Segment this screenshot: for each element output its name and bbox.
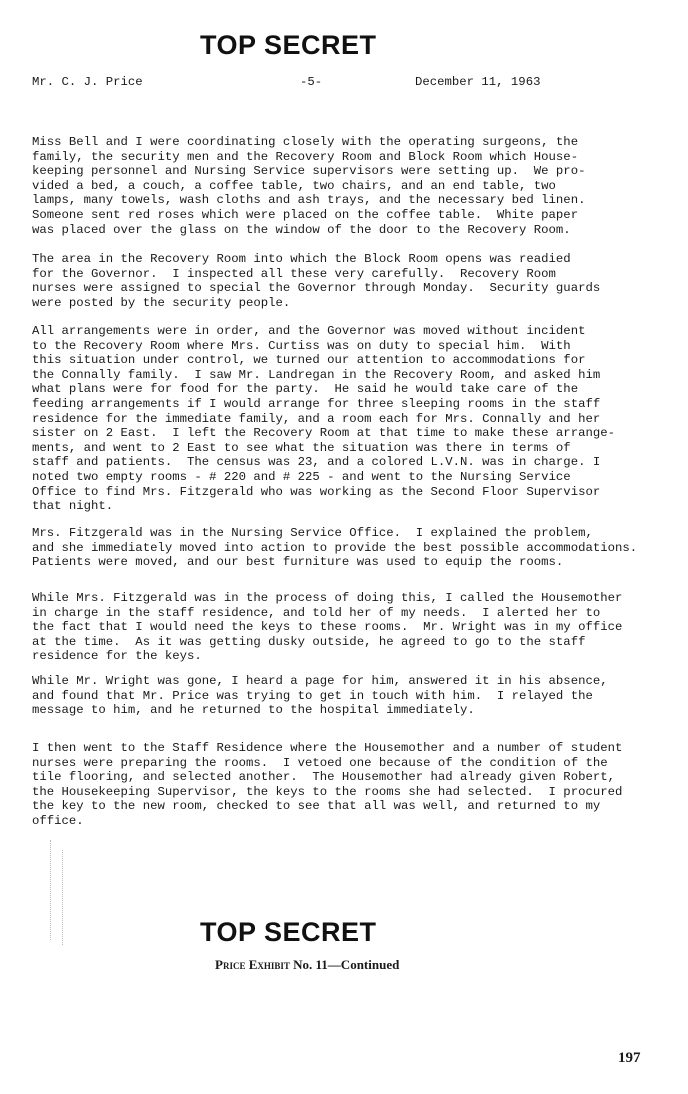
text-line: ments, and went to 2 East to see what the situation was there in terms of — [32, 440, 571, 455]
text-line: message to him, and he returned to the hospital immediately. — [32, 703, 475, 718]
text-line: residence for the keys. — [32, 649, 202, 664]
text-line: keeping personnel and Nursing Service supervisors were setting up. We pro- — [32, 164, 586, 179]
text-line: While Mrs. Fitzgerald was in the process of doing this, I called the Housemother — [32, 591, 623, 605]
text-line: to the Recovery Room where Mrs. Curtiss was on duty to special him. With — [32, 338, 571, 353]
paragraph — [32, 324, 615, 514]
text-line: the fact that I would need the keys to these rooms. Mr. Wright was in my office — [32, 620, 623, 635]
text-line: noted two empty rooms - # 220 and # 225 - and went to the Nursing Service — [32, 469, 571, 484]
text-line: Mrs. Fitzgerald was in the Nursing Service Office. I explained the problem, — [32, 526, 593, 540]
text-line: vided a bed, a couch, a coffee table, two chairs, and an end table, two — [32, 178, 556, 193]
paragraph — [32, 526, 637, 570]
text-line: family, the security men and the Recovery Room and Block Room which House- — [32, 149, 579, 164]
page-label: -5- — [300, 75, 323, 89]
text-line: was placed over the glass on the window of the door to the Recovery Room. — [32, 222, 571, 237]
text-line: at the time. As it was getting dusky outside, he agreed to go to the staff — [32, 634, 586, 649]
paragraph — [32, 741, 622, 829]
text-line: in charge in the staff residence, and told her of my needs. I alerted her to — [32, 605, 601, 620]
exhibit-caption — [215, 957, 399, 973]
paragraph — [32, 674, 608, 718]
text-line: Someone sent red roses which were placed on the coffee table. White paper — [32, 207, 579, 222]
scan-mark — [62, 850, 63, 945]
text-line: Office to find Mrs. Fitzgerald who was working as the Second Floor Supervisor — [32, 484, 601, 499]
text-line: sister on 2 East. I left the Recovery Room at that time to make these arrange- — [32, 426, 615, 441]
text-line: I then went to the Staff Residence where the Housemother and a number of student — [32, 741, 623, 755]
text-line: the Housekeeping Supervisor, the keys to the rooms she had selected. I procured — [32, 784, 623, 799]
text-line: All arrangements were in order, and the Governor was moved without incident — [32, 324, 586, 338]
text-line: what plans were for food for the party. He said he would take care of the — [32, 382, 579, 397]
top-secret-header: TOP SECRET — [200, 30, 377, 60]
paragraph — [32, 135, 585, 237]
text-line: The area in the Recovery Room into which the Block Room opens was readied — [32, 252, 571, 266]
text-line: this situation under control, we turned our attention to accommodations for — [32, 353, 586, 368]
top-secret-footer: TOP SECRET — [200, 917, 377, 947]
page-number: 197 — [618, 1050, 641, 1066]
text-line: were posted by the security people. — [32, 295, 291, 310]
text-line: residence for the immediate family, and a room each for Mrs. Connally and her — [32, 411, 601, 426]
paragraph — [32, 591, 622, 664]
text-line: While Mr. Wright was gone, I heard a page for him, answered it in his absence, — [32, 674, 608, 688]
text-line: and she immediately moved into action to provide the best possible accommodations. — [32, 540, 638, 555]
exhibit-number: No. 11—Continued — [293, 957, 400, 972]
text-line: nurses were preparing the rooms. I vetoed one because of the condition of the — [32, 755, 608, 770]
text-line: Miss Bell and I were coordinating closely with the operating surgeons, the — [32, 135, 579, 149]
text-line: and found that Mr. Price was trying to get in touch with him. I relayed the — [32, 688, 593, 703]
text-line: nurses were assigned to special the Governor through Monday. Security guards — [32, 281, 601, 296]
text-line: tile flooring, and selected another. The Housemother had already given Robert, — [32, 770, 615, 785]
text-line: feeding arrangements if I would arrange for three sleeping rooms in the staff — [32, 396, 601, 411]
text-line: lamps, many towels, wash cloths and ash trays, and the necessary bed linen. — [32, 193, 586, 208]
exhibit-name: Price Exhibit — [215, 957, 290, 972]
letter-date: December 11, 1963 — [415, 75, 541, 89]
text-line: office. — [32, 813, 84, 828]
addressee: Mr. C. J. Price — [32, 75, 143, 89]
paragraph — [32, 252, 600, 310]
text-line: staff and patients. The census was 23, and a colored L.V.N. was in charge. I — [32, 455, 601, 470]
text-line: Patients were moved, and our best furniture was used to equip the rooms. — [32, 555, 564, 570]
text-line: that night. — [32, 499, 114, 514]
text-line: the Connally family. I saw Mr. Landregan in the Recovery Room, and asked him — [32, 367, 601, 382]
text-line: for the Governor. I inspected all these very carefully. Recovery Room — [32, 266, 556, 281]
text-line: the key to the new room, checked to see that all was well, and returned to my — [32, 799, 601, 814]
scan-mark — [50, 840, 51, 940]
